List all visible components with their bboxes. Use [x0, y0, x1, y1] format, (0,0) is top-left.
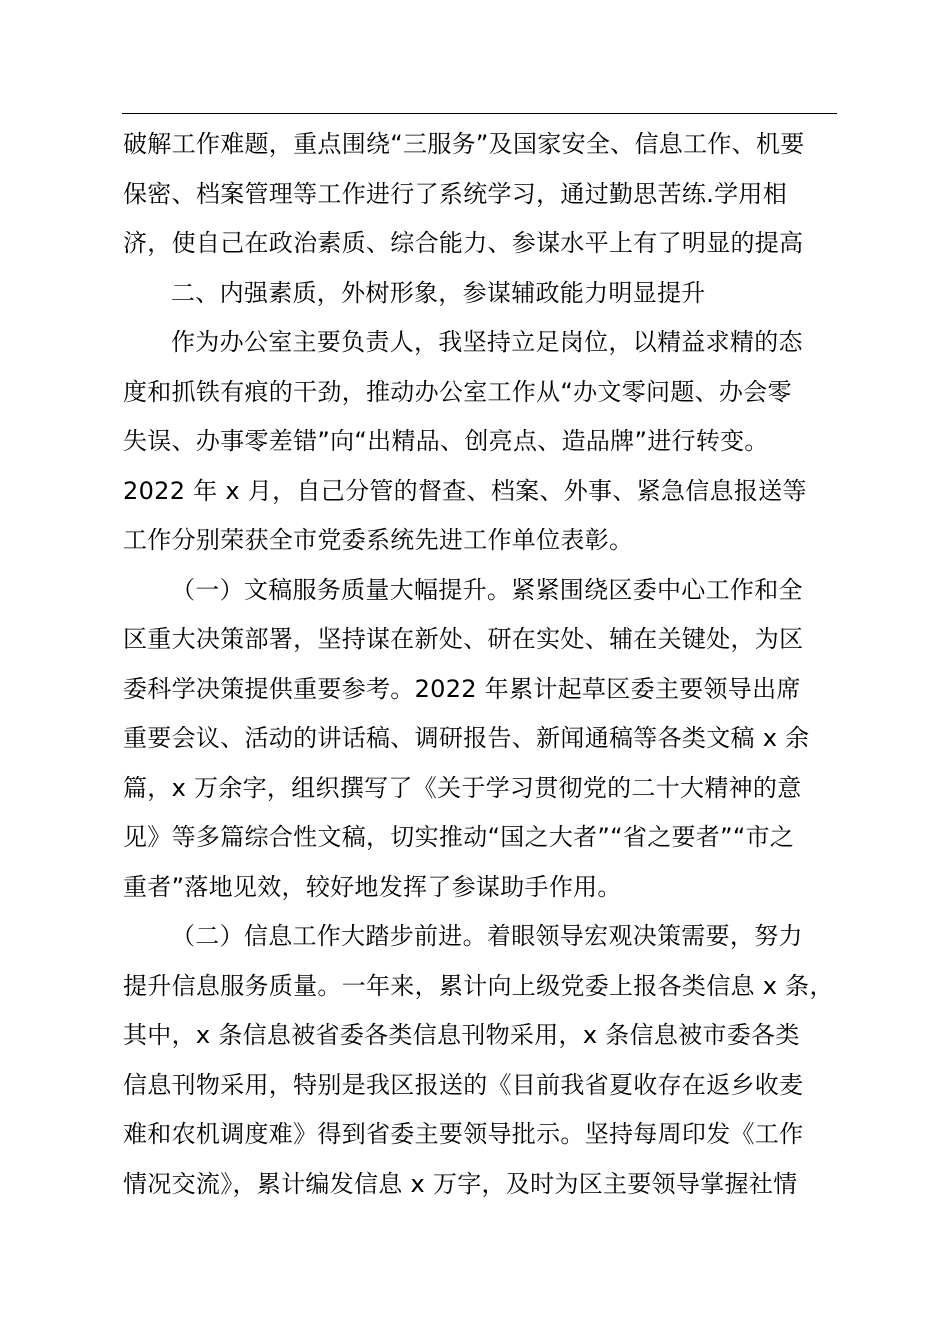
text-line: （一）文稿服务质量大幅提升。紧紧围绕区委中心工作和全: [171, 575, 803, 604]
text-line: 济，使自己在政治素质、综合能力、参谋水平上有了明显的提高: [123, 229, 804, 257]
text-line: 作为办公室主要负责人，我坚持立足岗位，以精益求精的态: [171, 328, 803, 356]
text-line: （二）信息工作大踏步前进。着眼领导宏观决策需要，努力: [171, 922, 803, 950]
text-line: 2022 年 x 月，自己分管的督查、档案、外事、紧急信息报送等: [123, 476, 807, 505]
text-line: 重者”落地见效，较好地发挥了参谋助手作用。: [123, 872, 622, 901]
text-line: 区重大决策部署，坚持谋在新处、研在实处、辅在关键处，为区: [123, 625, 804, 653]
text-line: 情况交流》，累计编发信息 x 万字，及时为区主要领导掌握社情: [123, 1169, 798, 1198]
text-line: 难和农机调度难》得到省委主要领导批示。坚持每周印发《工作: [123, 1120, 804, 1148]
text-line: 其中，x 条信息被省委各类信息刊物采用，x 条信息被市委各类: [123, 1021, 800, 1049]
text-line: 篇，x 万余字，组织撰写了《关于学习贯彻党的二十大精神的意: [123, 773, 802, 802]
header-rule: [122, 113, 837, 114]
text-line: 工作分别荣获全市党委系统先进工作单位表彰。: [123, 526, 634, 554]
text-line: 委科学决策提供重要参考。2022 年累计起草区委主要领导出席: [123, 674, 801, 703]
text-line: 见》等多篇综合性文稿，切实推动“国之大者”“省之要者”“市之: [123, 823, 795, 851]
text-line: 重要会议、活动的讲话稿、调研报告、新闻通稿等各类文稿 x 余: [123, 724, 810, 752]
text-line: 信息刊物采用，特别是我区报送的《目前我省夏收存在返乡收麦: [123, 1070, 804, 1099]
text-line: 破解工作难题，重点围绕“三服务”及国家安全、信息工作、机要: [123, 130, 805, 158]
text-line: 度和抓铁有痕的干劲，推动办公室工作从“办文零问题、办会零: [123, 377, 792, 406]
text-line: 保密、档案管理等工作进行了系统学习，通过勤思苦练.学用相: [123, 179, 788, 208]
text-line: 二、内强素质，外树形象，参谋辅政能力明显提升: [171, 278, 706, 307]
text-line: 失误、办事零差错”向“出精品、创亮点、造品牌”进行转变。: [123, 427, 769, 455]
body-text: [123, 120, 845, 1209]
text-line: 提升信息服务质量。一年来，累计向上级党委上报各类信息 x 条，: [123, 971, 834, 1000]
